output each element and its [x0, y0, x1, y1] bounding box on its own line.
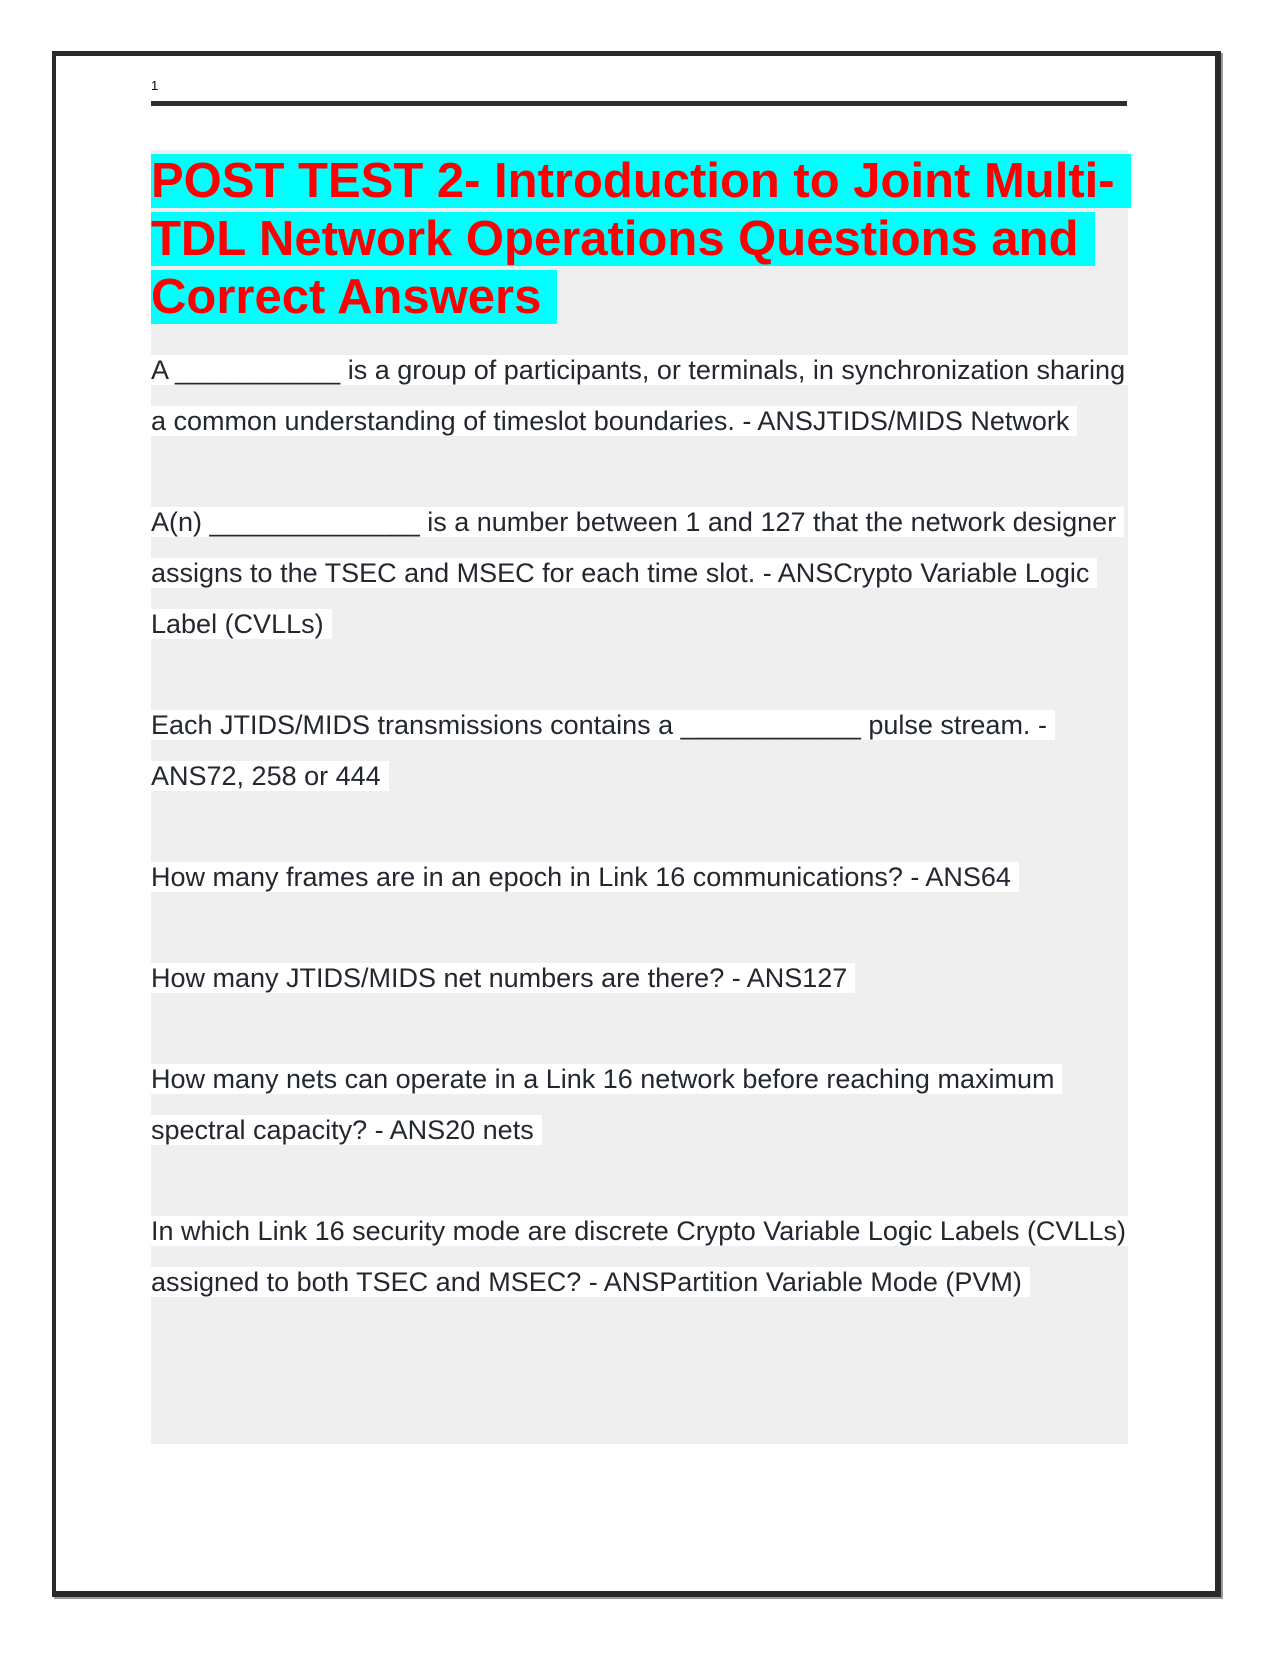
qa-item-text: In which Link 16 security mode are discrete Crypto Variable Logic Labels (CVLLs) assigned to both TSEC and MSEC? - ANSPartition Variable Mode (PVM) [151, 1216, 1134, 1297]
document-title-text: POST TEST 2- Introduction to Joint Multi-TDL Network Operations Questions and Correct Answers [151, 154, 1131, 324]
qa-item-text: How many JTIDS/MIDS net numbers are there? - ANS127 [151, 963, 855, 993]
document-title [151, 152, 1131, 326]
header-rule [151, 101, 1127, 106]
qa-item-text: Each JTIDS/MIDS transmissions contains a ____________ pulse stream. - ANS72, 258 or 444 [151, 710, 1055, 791]
page-number: 1 [151, 78, 159, 93]
qa-item-text: A(n) ______________ is a number between 1 and 127 that the network designer assigns to the TSEC and MSEC for each time slot. - ANSCrypto Variable Logic Label (CVLLs) [151, 507, 1124, 639]
qa-item [151, 852, 1131, 903]
qa-item-text: How many frames are in an epoch in Link 16 communications? - ANS64 [151, 862, 1019, 892]
qa-item [151, 1206, 1131, 1308]
qa-item [151, 1054, 1131, 1156]
qa-item [151, 700, 1131, 802]
qa-list [151, 345, 1131, 1358]
qa-item-text: A ___________ is a group of participants, or terminals, in synchronization sharing a common understanding of timeslot boundaries. - ANSJTIDS/MIDS Network [151, 355, 1133, 436]
qa-item [151, 953, 1131, 1004]
qa-item [151, 345, 1131, 447]
qa-item [151, 497, 1131, 650]
qa-item-text: How many nets can operate in a Link 16 network before reaching maximum spectral capacity? - ANS20 nets [151, 1064, 1062, 1145]
